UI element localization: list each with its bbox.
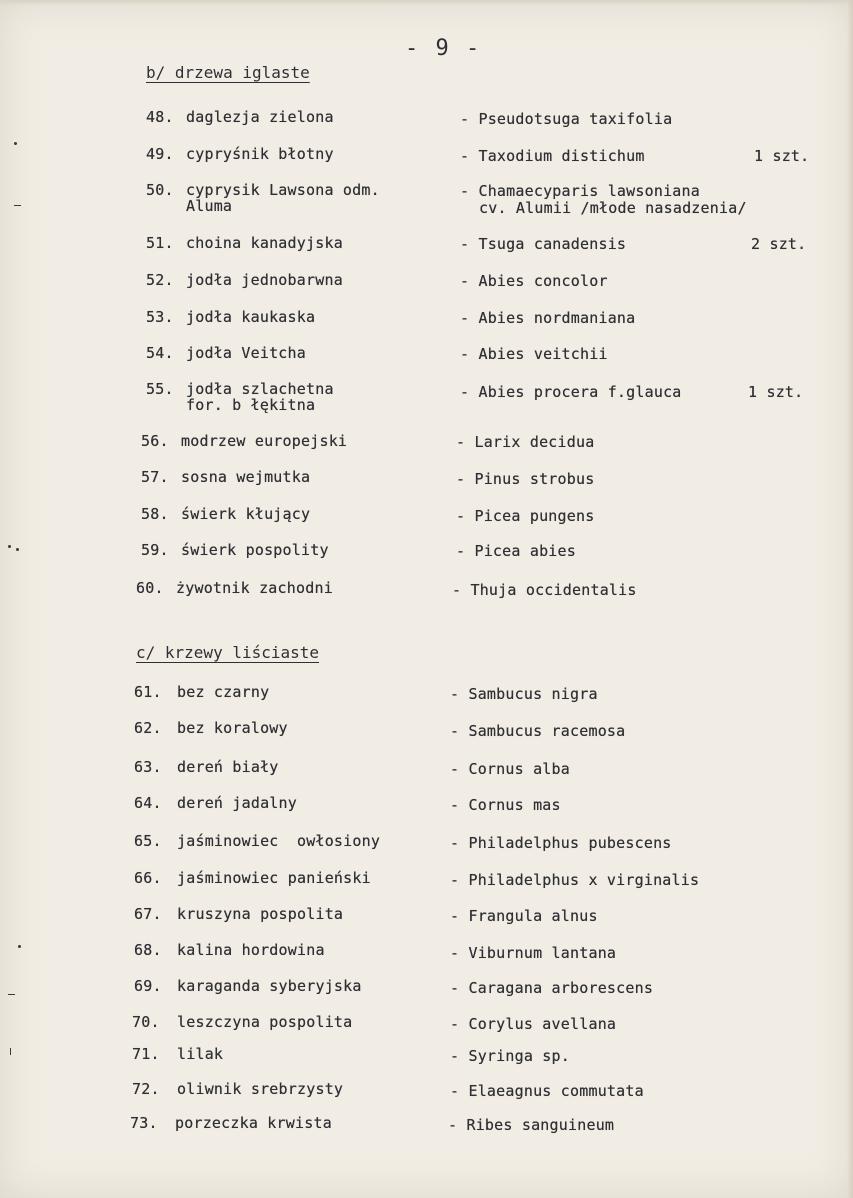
- item-latin-name: - Abies procera f.glauca: [460, 383, 682, 401]
- item-number: 64.: [134, 794, 162, 812]
- item-latin-name: - Abies veitchii: [460, 345, 608, 363]
- item-latin-name: - Pseudotsuga taxifolia: [460, 110, 673, 128]
- item-latin-name: - Philadelphus pubescens: [450, 834, 672, 852]
- section-c-heading: c/ krzewy liściaste: [136, 643, 320, 662]
- item-latin-name-cont: cv. Alumii /młode nasadzenia/: [479, 199, 747, 217]
- item-latin-name: - Pinus strobus: [456, 470, 595, 488]
- item-latin-name: - Sambucus nigra: [450, 685, 598, 703]
- item-number: 71.: [132, 1045, 160, 1063]
- item-latin-name: - Thuja occidentalis: [452, 581, 637, 599]
- item-number: 52.: [146, 271, 174, 289]
- item-latin-name: - Picea abies: [456, 542, 576, 560]
- item-quantity: 2 szt.: [751, 235, 807, 253]
- item-polish-name: dereń jadalny: [177, 794, 297, 812]
- item-polish-name: bez koralowy: [177, 719, 288, 737]
- item-number: 67.: [134, 905, 162, 923]
- item-number: 55.: [146, 380, 174, 398]
- item-latin-name: - Syringa sp.: [450, 1047, 570, 1065]
- item-latin-name: - Cornus mas: [450, 796, 561, 814]
- page-number: - 9 -: [405, 36, 482, 61]
- item-number: 62.: [134, 719, 162, 737]
- item-latin-name: - Abies nordmaniana: [460, 309, 636, 327]
- item-latin-name: - Frangula alnus: [450, 907, 598, 925]
- item-number: 48.: [146, 108, 174, 126]
- margin-mark: [8, 994, 15, 995]
- item-latin-name: - Philadelphus x virginalis: [450, 871, 700, 889]
- item-quantity: 1 szt.: [748, 383, 804, 401]
- item-polish-name-cont: for. b łękitna: [186, 396, 316, 414]
- margin-mark: [8, 545, 11, 548]
- item-polish-name: cypryśnik błotny: [186, 145, 334, 163]
- item-latin-name: - Picea pungens: [456, 507, 595, 525]
- item-polish-name: modrzew europejski: [181, 432, 348, 450]
- item-latin-name: - Corylus avellana: [450, 1015, 617, 1033]
- item-polish-name: żywotnik zachodni: [176, 579, 333, 597]
- item-polish-name-cont: Aluma: [186, 197, 233, 215]
- item-number: 69.: [134, 977, 162, 995]
- item-number: 59.: [141, 541, 169, 559]
- item-number: 49.: [146, 145, 174, 163]
- item-number: 51.: [146, 234, 174, 252]
- margin-mark: [14, 205, 21, 206]
- item-latin-name: - Chamaecyparis lawsoniana: [460, 182, 700, 200]
- item-number: 72.: [132, 1080, 160, 1098]
- item-latin-name: - Ribes sanguineum: [448, 1116, 615, 1134]
- margin-mark: [16, 548, 19, 551]
- item-polish-name: daglezja zielona: [186, 108, 334, 126]
- margin-mark: [18, 945, 21, 948]
- item-number: 56.: [141, 432, 169, 450]
- item-number: 70.: [132, 1013, 160, 1031]
- item-number: 63.: [134, 758, 162, 776]
- item-polish-name: cyprysik Lawsona odm.: [186, 181, 380, 199]
- item-latin-name: - Elaeagnus commutata: [450, 1082, 644, 1100]
- item-polish-name: jodła kaukaska: [186, 308, 316, 326]
- item-polish-name: dereń biały: [177, 758, 279, 776]
- item-number: 61.: [134, 683, 162, 701]
- item-number: 68.: [134, 941, 162, 959]
- item-polish-name: świerk kłujący: [181, 505, 311, 523]
- item-latin-name: - Cornus alba: [450, 760, 570, 778]
- item-number: 66.: [134, 869, 162, 887]
- item-number: 54.: [146, 344, 174, 362]
- item-latin-name: - Caragana arborescens: [450, 979, 654, 997]
- item-number: 73.: [130, 1114, 158, 1132]
- item-latin-name: - Larix decidua: [456, 433, 595, 451]
- margin-mark: [10, 1048, 11, 1055]
- item-polish-name: jaśminowiec owłosiony: [177, 832, 381, 850]
- item-polish-name: choina kanadyjska: [186, 234, 343, 252]
- item-polish-name: jodła Veitcha: [186, 344, 306, 362]
- item-number: 57.: [141, 468, 169, 486]
- item-polish-name: porzeczka krwista: [175, 1114, 332, 1132]
- item-polish-name: kruszyna pospolita: [177, 905, 344, 923]
- item-polish-name: bez czarny: [177, 683, 270, 701]
- item-polish-name: świerk pospolity: [181, 541, 329, 559]
- item-polish-name: sosna wejmutka: [181, 468, 311, 486]
- page-edge-top: [0, 0, 853, 6]
- item-polish-name: jaśminowiec panieński: [177, 869, 371, 887]
- item-number: 65.: [134, 832, 162, 850]
- item-polish-name: jodła szlachetna: [186, 380, 334, 398]
- margin-mark: [14, 142, 17, 145]
- item-polish-name: karaganda syberyjska: [177, 977, 362, 995]
- item-latin-name: - Taxodium distichum: [460, 147, 645, 165]
- page-edge-right: [847, 0, 853, 1198]
- item-number: 53.: [146, 308, 174, 326]
- item-number: 58.: [141, 505, 169, 523]
- item-polish-name: lilak: [177, 1045, 224, 1063]
- item-quantity: 1 szt.: [754, 147, 810, 165]
- item-latin-name: - Sambucus racemosa: [450, 722, 626, 740]
- item-number: 60.: [136, 579, 164, 597]
- item-latin-name: - Abies concolor: [460, 272, 608, 290]
- item-number: 50.: [146, 181, 174, 199]
- item-latin-name: - Viburnum lantana: [450, 944, 617, 962]
- item-polish-name: jodła jednobarwna: [186, 271, 343, 289]
- item-polish-name: leszczyna pospolita: [177, 1013, 353, 1031]
- item-polish-name: oliwnik srebrzysty: [177, 1080, 344, 1098]
- item-latin-name: - Tsuga canadensis: [460, 235, 627, 253]
- section-b-heading: b/ drzewa iglaste: [146, 63, 310, 82]
- item-polish-name: kalina hordowina: [177, 941, 325, 959]
